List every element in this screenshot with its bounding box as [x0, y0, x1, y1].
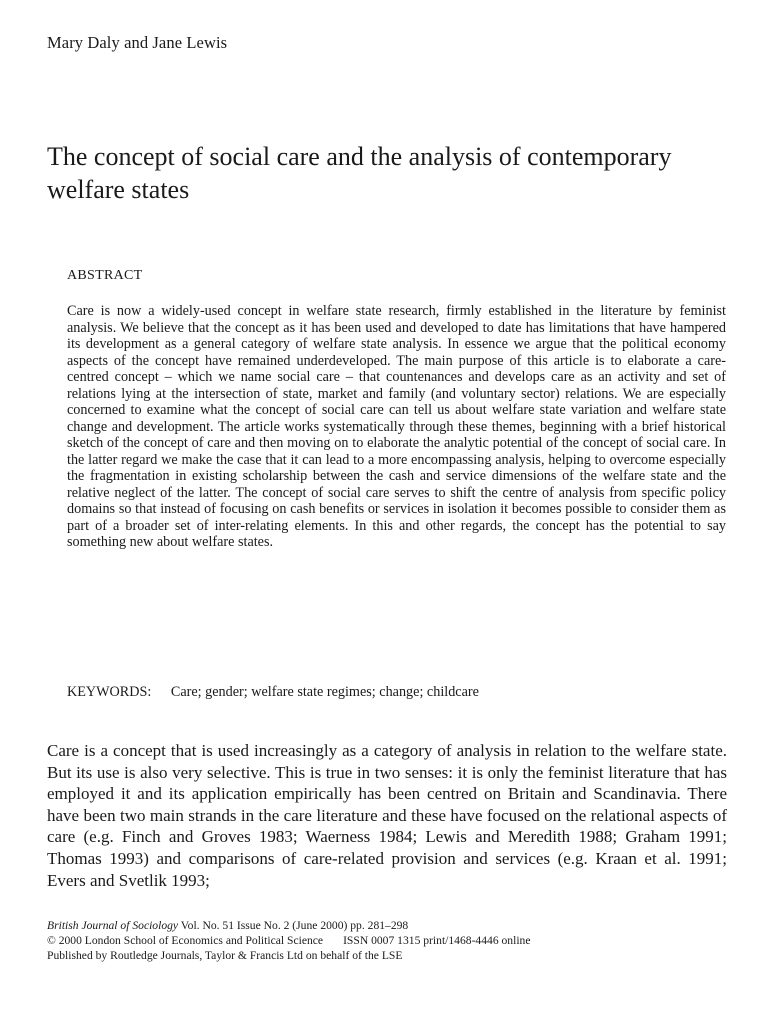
publisher-line: Published by Routledge Journals, Taylor & Francis Ltd on behalf of the LSE	[47, 949, 403, 962]
keywords-list: Care; gender; welfare state regimes; change; childcare	[170, 684, 479, 700]
journal-name: British Journal of Sociology	[47, 919, 179, 932]
journal-citation	[47, 918, 727, 933]
journal-details: Vol. No. 51 Issue No. 2 (June 2000) pp. 281–298	[178, 919, 409, 932]
copyright-text: © 2000 London School of Economics and Political Science	[47, 934, 324, 947]
keywords-line	[67, 684, 479, 701]
abstract-text: Care is now a widely-used concept in welfare state research, firmly established in the literature by feminist analysis. We believe that the concept as it has been used and developed to date has limitations that have hampered its development as a general category of welfare state analysis. In essence we argue that the political economy aspects of the concept have remained underdeveloped. The main purpose of this article is to elaborate a care-centred concept – which we name social care – that countenances and develops care as an activity and set of relations lying at the intersection of state, market and family (and voluntary sector) relations. We are especially concerned to examine what the concept of social care can tell us about welfare state variation and welfare state change and development. The article works systematically through these themes, beginning with a brief historical sketch of the concept of care and then moving on to elaborate the analytic potential of the concept of social care. In the latter regard we make the case that it can lead to a more encompassing analysis, helping to overcome especially the fragmentation in existing scholarship between the cash and service dimensions of the welfare state and the relative neglect of the latter. The concept of social care serves to shift the centre of analysis from specific policy domains so that instead of focusing on cash benefits or services in isolation it becomes possible to consider them as part of a broader set of inter-relating elements. In this and other regards, the concept has the potential to say something new about welfare states.	[67, 303, 726, 550]
keywords-label: KEYWORDS:	[67, 684, 152, 700]
author-names: Mary Daly and Jane Lewis	[47, 33, 228, 52]
citation-footer	[47, 918, 727, 963]
copyright-line	[47, 933, 727, 948]
abstract-heading: ABSTRACT	[67, 268, 143, 283]
body-paragraph: Care is a concept that is used increasingly as a category of analysis in relation to the welfare state. But its use is also very selective. This is true in two senses: it is only the feminist literature that has employed it and its application empirically has been centred on Britain and Scandinavia. There have been two main strands in the care literature and these have focused on the relational aspects of care (e.g. Finch and Groves 1983; Waerness 1984; Lewis and Meredith 1988; Graham 1991; Thomas 1993) and comparisons of care-related provision and services (e.g. Kraan et al. 1991; Evers and Svetlik 1993;	[47, 741, 727, 890]
issn-text: ISSN 0007 1315 print/1468-4446 online	[343, 934, 531, 947]
article-title: The concept of social care and the analysis of contemporary welfare states	[47, 142, 672, 204]
